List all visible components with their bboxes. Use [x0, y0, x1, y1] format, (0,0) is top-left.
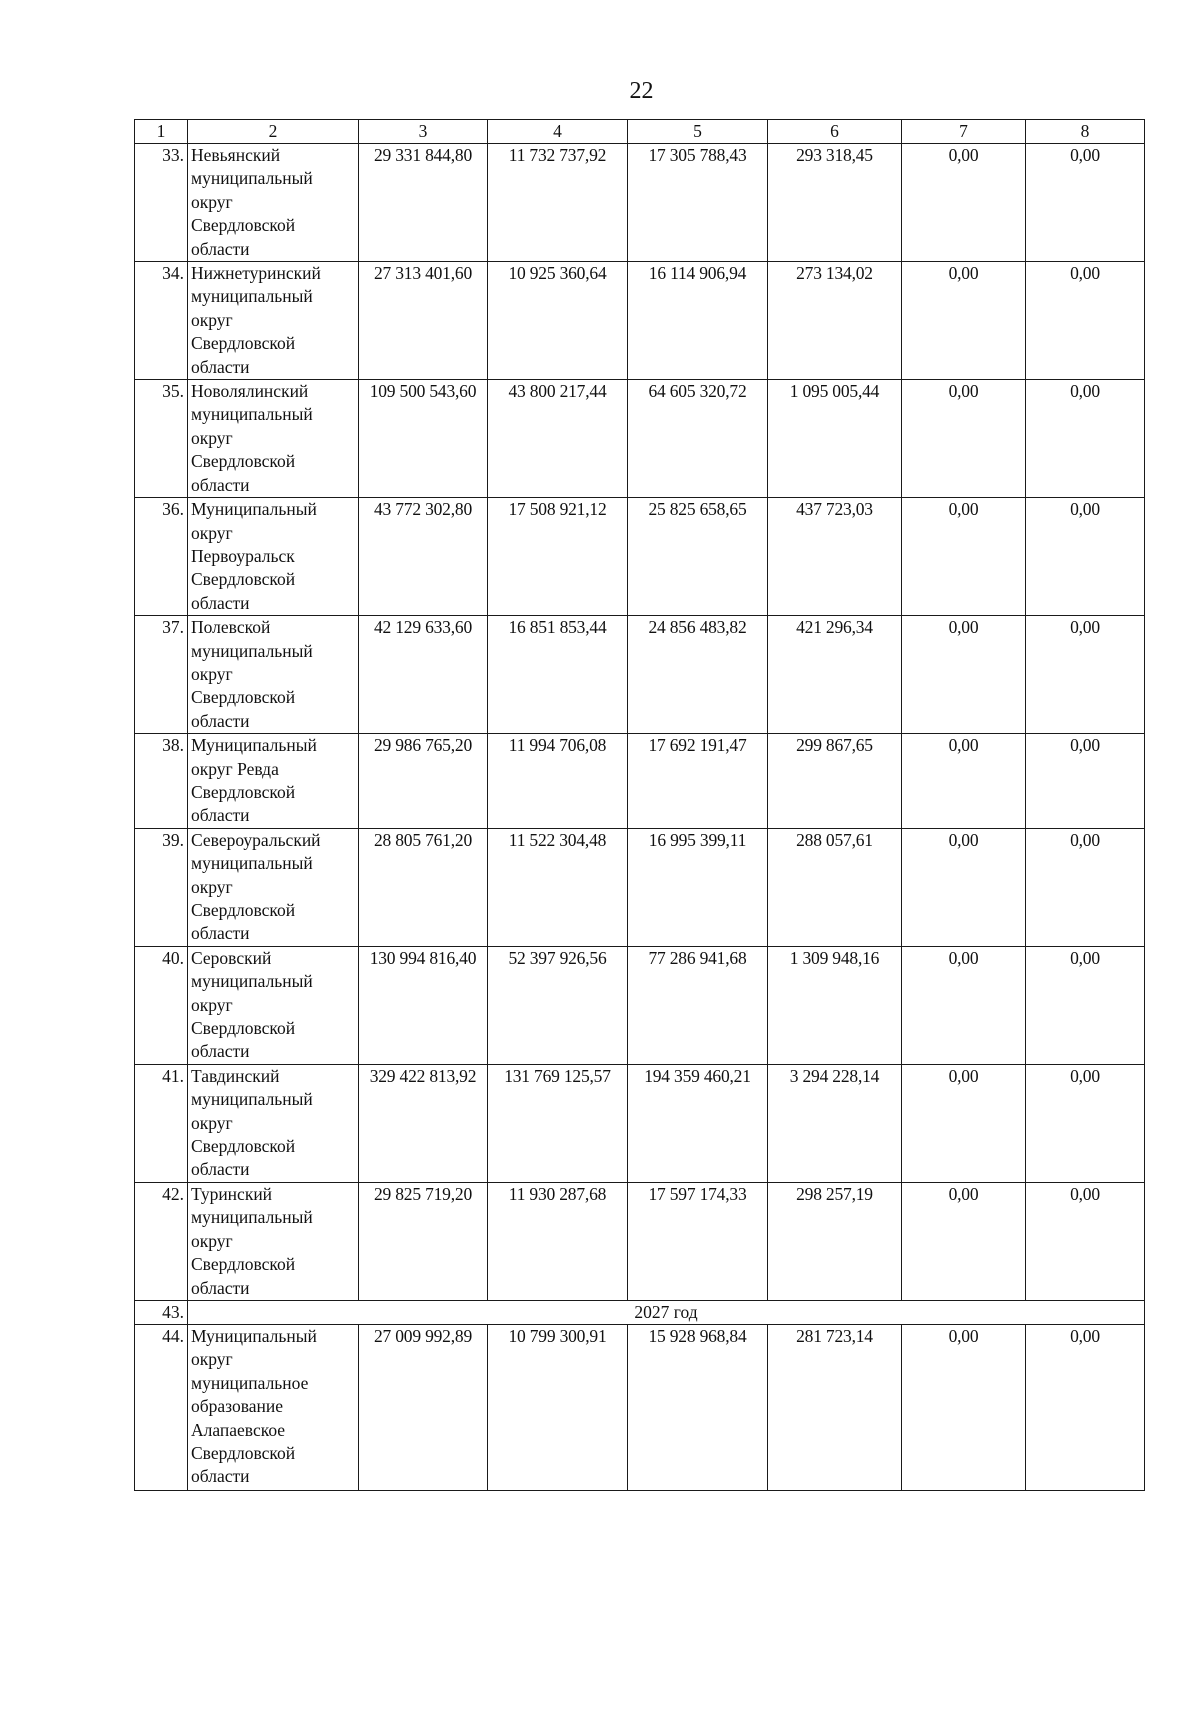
municipality-name-line: муниципальный: [191, 640, 313, 661]
value-cell-col-5: 25 825 658,65: [628, 498, 768, 616]
value-cell-col-8: 0,00: [1026, 1324, 1145, 1490]
municipality-name-line: Свердловской: [191, 687, 296, 708]
value-cell-col-6: 288 057,61: [768, 828, 902, 946]
municipality-name-line: Муниципальный: [191, 735, 317, 756]
table-row: [135, 828, 1145, 946]
value-cell-col-7: 0,00: [902, 734, 1026, 829]
value-cell-col-3: 29 331 844,80: [359, 144, 488, 262]
municipality-name-line: области: [191, 805, 250, 826]
municipality-name-line: муниципальный: [191, 971, 313, 992]
row-number-cell: 40.: [135, 946, 188, 1064]
row-number-cell: 34.: [135, 262, 188, 380]
value-cell-col-5: 77 286 941,68: [628, 946, 768, 1064]
value-cell-col-7: 0,00: [902, 498, 1026, 616]
value-cell-col-8: 0,00: [1026, 1064, 1145, 1182]
table-row: [135, 734, 1145, 829]
municipality-name-line: Муниципальный: [191, 1325, 317, 1346]
column-header: 6: [768, 120, 902, 144]
municipality-name-line: округ: [191, 1349, 233, 1370]
value-cell-col-7: 0,00: [902, 380, 1026, 498]
municipality-name-cell: [188, 498, 359, 616]
municipality-name-line: Новолялинский: [191, 381, 309, 402]
row-number-cell: 39.: [135, 828, 188, 946]
value-cell-col-8: 0,00: [1026, 828, 1145, 946]
table-row: [135, 380, 1145, 498]
value-cell-col-7: 0,00: [902, 144, 1026, 262]
value-cell-col-5: 17 305 788,43: [628, 144, 768, 262]
municipality-name-line: Свердловской: [191, 451, 296, 472]
municipality-name-line: Невьянский: [191, 145, 281, 165]
value-cell-col-7: 0,00: [902, 1182, 1026, 1300]
municipality-name-line: области: [191, 1466, 250, 1487]
municipality-name-line: Свердловской: [191, 333, 296, 354]
row-number-cell: 43.: [135, 1300, 188, 1324]
table-row: [135, 616, 1145, 734]
value-cell-col-3: 130 994 816,40: [359, 946, 488, 1064]
value-cell-col-4: 131 769 125,57: [488, 1064, 628, 1182]
value-cell-col-3: 42 129 633,60: [359, 616, 488, 734]
municipality-name-cell: [188, 1182, 359, 1300]
value-cell-col-7: 0,00: [902, 616, 1026, 734]
value-cell-col-6: 293 318,45: [768, 144, 902, 262]
value-cell-col-3: 27 313 401,60: [359, 262, 488, 380]
value-cell-col-3: 29 825 719,20: [359, 1182, 488, 1300]
municipality-name-cell: [188, 144, 359, 262]
municipality-name-line: Свердловской: [191, 215, 296, 236]
municipality-name-line: Полевской: [191, 617, 271, 638]
table-row: [135, 498, 1145, 616]
municipality-name-line: области: [191, 474, 250, 495]
value-cell-col-7: 0,00: [902, 262, 1026, 380]
value-cell-col-6: 281 723,14: [768, 1324, 902, 1490]
row-number-cell: 41.: [135, 1064, 188, 1182]
municipality-name-line: Свердловской: [191, 781, 296, 802]
value-cell-col-6: 298 257,19: [768, 1182, 902, 1300]
municipality-name-line: муниципальный: [191, 853, 313, 874]
value-cell-col-6: 437 723,03: [768, 498, 902, 616]
column-header: 8: [1026, 120, 1145, 144]
value-cell-col-3: 109 500 543,60: [359, 380, 488, 498]
value-cell-col-8: 0,00: [1026, 1182, 1145, 1300]
value-cell-col-5: 16 114 906,94: [628, 262, 768, 380]
table-row: [135, 1182, 1145, 1300]
municipality-name-line: Североуральский: [191, 829, 321, 850]
municipality-name-line: образование: [191, 1396, 284, 1417]
municipality-name-line: Алапаевское: [191, 1419, 286, 1440]
municipality-name-line: округ: [191, 522, 233, 543]
table-row: [135, 144, 1145, 262]
municipality-name-line: муниципальный: [191, 168, 313, 189]
value-cell-col-3: 29 986 765,20: [359, 734, 488, 829]
value-cell-col-5: 15 928 968,84: [628, 1324, 768, 1490]
value-cell-col-3: 27 009 992,89: [359, 1324, 488, 1490]
municipality-name-line: Тавдинский: [191, 1065, 280, 1086]
municipality-name-cell: [188, 616, 359, 734]
municipality-name-line: области: [191, 592, 250, 613]
value-cell-col-5: 194 359 460,21: [628, 1064, 768, 1182]
value-cell-col-8: 0,00: [1026, 734, 1145, 829]
table-row: [135, 946, 1145, 1064]
value-cell-col-4: 16 851 853,44: [488, 616, 628, 734]
value-cell-col-7: 0,00: [902, 1324, 1026, 1490]
column-header: 7: [902, 120, 1026, 144]
municipality-name-line: муниципальный: [191, 286, 313, 307]
municipality-name-line: округ: [191, 309, 233, 330]
value-cell-col-5: 17 692 191,47: [628, 734, 768, 829]
row-number-cell: 38.: [135, 734, 188, 829]
municipality-name-line: округ: [191, 1112, 233, 1133]
row-number-cell: 37.: [135, 616, 188, 734]
municipality-name-line: муниципальный: [191, 1089, 313, 1110]
municipality-name-cell: [188, 734, 359, 829]
municipality-name-line: муниципальный: [191, 404, 313, 425]
value-cell-col-7: 0,00: [902, 946, 1026, 1064]
municipality-name-line: муниципальное: [191, 1372, 309, 1393]
value-cell-col-6: 273 134,02: [768, 262, 902, 380]
municipality-name-line: области: [191, 710, 250, 731]
municipality-name-line: округ Ревда: [191, 758, 279, 779]
municipality-name-line: Свердловской: [191, 1018, 296, 1039]
row-number-cell: 42.: [135, 1182, 188, 1300]
municipality-name-line: Муниципальный: [191, 499, 317, 520]
municipality-name-line: округ: [191, 191, 233, 212]
municipality-name-line: области: [191, 1159, 250, 1180]
municipality-name-line: Свердловской: [191, 569, 296, 590]
value-cell-col-8: 0,00: [1026, 144, 1145, 262]
row-number-cell: 36.: [135, 498, 188, 616]
value-cell-col-4: 11 994 706,08: [488, 734, 628, 829]
municipality-name-line: округ: [191, 663, 233, 684]
year-label-cell: 2027 год: [188, 1300, 1145, 1324]
value-cell-col-6: 299 867,65: [768, 734, 902, 829]
column-header: 4: [488, 120, 628, 144]
municipality-name-cell: [188, 1324, 359, 1490]
value-cell-col-3: 28 805 761,20: [359, 828, 488, 946]
municipality-name-line: Свердловской: [191, 1442, 296, 1463]
municipality-name-line: округ: [191, 427, 233, 448]
column-header: 5: [628, 120, 768, 144]
value-cell-col-8: 0,00: [1026, 946, 1145, 1064]
value-cell-col-5: 24 856 483,82: [628, 616, 768, 734]
column-header: 3: [359, 120, 488, 144]
municipality-name-line: Серовский: [191, 947, 272, 968]
municipality-name-cell: [188, 262, 359, 380]
data-table: [134, 119, 1145, 1491]
municipality-name-line: Свердловской: [191, 1136, 296, 1157]
table-row: [135, 262, 1145, 380]
table-row: [135, 1324, 1145, 1490]
municipality-name-line: Нижнетуринский: [191, 263, 321, 284]
value-cell-col-8: 0,00: [1026, 262, 1145, 380]
column-header: 1: [135, 120, 188, 144]
value-cell-col-5: 16 995 399,11: [628, 828, 768, 946]
municipality-name-cell: [188, 828, 359, 946]
municipality-name-line: Туринский: [191, 1183, 273, 1204]
value-cell-col-5: 64 605 320,72: [628, 380, 768, 498]
value-cell-col-8: 0,00: [1026, 380, 1145, 498]
table-row: [135, 1064, 1145, 1182]
value-cell-col-4: 17 508 921,12: [488, 498, 628, 616]
year-separator-row: [135, 1300, 1145, 1324]
value-cell-col-8: 0,00: [1026, 616, 1145, 734]
municipality-name-line: области: [191, 1041, 250, 1062]
value-cell-col-6: 421 296,34: [768, 616, 902, 734]
municipality-name-cell: [188, 946, 359, 1064]
value-cell-col-4: 52 397 926,56: [488, 946, 628, 1064]
header-row: [135, 120, 1145, 144]
row-number-cell: 33.: [135, 144, 188, 262]
value-cell-col-4: 11 522 304,48: [488, 828, 628, 946]
municipality-name-line: округ: [191, 876, 233, 897]
municipality-name-line: Свердловской: [191, 1254, 296, 1275]
municipality-name-line: Свердловской: [191, 900, 296, 920]
municipality-name-cell: [188, 1064, 359, 1182]
value-cell-col-6: 1 309 948,16: [768, 946, 902, 1064]
row-number-cell: 35.: [135, 380, 188, 498]
value-cell-col-5: 17 597 174,33: [628, 1182, 768, 1300]
value-cell-col-4: 11 732 737,92: [488, 144, 628, 262]
municipality-name-line: области: [191, 238, 250, 259]
municipality-name-line: Первоуральск: [191, 545, 295, 566]
value-cell-col-8: 0,00: [1026, 498, 1145, 616]
row-number-cell: 44.: [135, 1324, 188, 1490]
municipality-name-cell: [188, 380, 359, 498]
value-cell-col-3: 329 422 813,92: [359, 1064, 488, 1182]
municipality-name-line: муниципальный: [191, 1207, 313, 1228]
value-cell-col-4: 10 799 300,91: [488, 1324, 628, 1490]
municipality-name-line: округ: [191, 994, 233, 1015]
municipality-name-line: области: [191, 1277, 250, 1298]
column-header: 2: [188, 120, 359, 144]
value-cell-col-4: 11 930 287,68: [488, 1182, 628, 1300]
value-cell-col-4: 43 800 217,44: [488, 380, 628, 498]
municipality-name-line: области: [191, 356, 250, 377]
table-body: [135, 120, 1145, 1491]
value-cell-col-6: 3 294 228,14: [768, 1064, 902, 1182]
page-number: 22: [629, 78, 654, 104]
value-cell-col-7: 0,00: [902, 1064, 1026, 1182]
municipality-name-line: округ: [191, 1230, 233, 1251]
value-cell-col-7: 0,00: [902, 828, 1026, 946]
municipality-name-line: области: [191, 923, 250, 944]
value-cell-col-6: 1 095 005,44: [768, 380, 902, 498]
value-cell-col-4: 10 925 360,64: [488, 262, 628, 380]
value-cell-col-3: 43 772 302,80: [359, 498, 488, 616]
